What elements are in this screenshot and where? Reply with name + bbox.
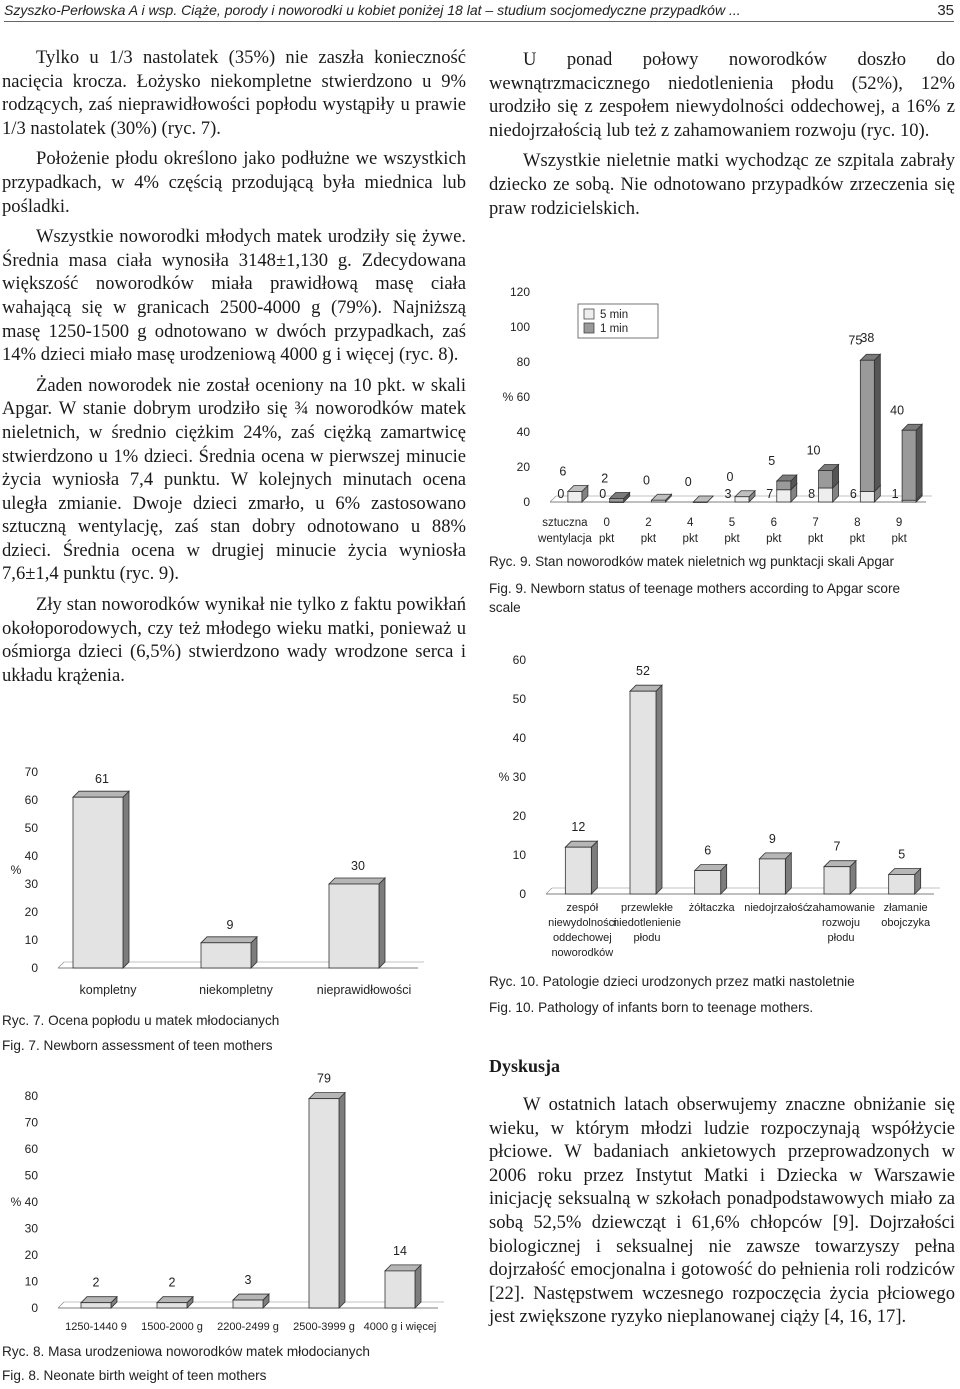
bar-face — [902, 430, 916, 500]
x-tick-label: sztuczna — [542, 517, 588, 529]
y-tick-label: 30 — [24, 1221, 38, 1236]
y-tick-label: 60 — [24, 793, 38, 807]
legend-label: 1 min — [600, 323, 629, 335]
y-axis-label: % — [498, 770, 510, 784]
caption-pl: Ryc. 8. Masa urodzeniowa noworodków matek młodocianych — [2, 1344, 370, 1359]
data-label: 5 — [898, 847, 906, 862]
y-tick-label: 30 — [24, 877, 38, 891]
bar-top — [309, 1093, 345, 1099]
x-tick-label: zespół — [566, 902, 599, 914]
left-text-column — [2, 46, 466, 694]
x-tick-label: 2200-2499 g — [217, 1321, 279, 1333]
bar-face — [233, 1300, 263, 1308]
bar-face — [889, 875, 915, 895]
bar-niekompletny — [201, 937, 257, 968]
discussion-text — [489, 1093, 955, 1336]
y-tick-label: 0 — [31, 1301, 38, 1315]
data-label-5min: 1 — [891, 487, 899, 501]
x-tick-label: pkt — [891, 533, 907, 545]
bar-side — [874, 354, 880, 491]
y-tick-label: 70 — [24, 1115, 38, 1130]
bar-face — [385, 1271, 415, 1308]
data-label-1min: 75 — [848, 333, 863, 348]
bar-face — [630, 691, 656, 894]
y-tick-label: 80 — [516, 355, 530, 369]
y-tick-label: 40 — [512, 731, 526, 745]
data-label-5min: 0 — [599, 487, 607, 501]
discussion-heading: Dyskusja — [489, 1056, 561, 1076]
annotation-label: 38 — [860, 331, 875, 345]
x-tick-label: niekompletny — [199, 983, 273, 997]
x-tick-label: wentylacja — [538, 533, 592, 545]
running-header — [0, 0, 960, 22]
y-tick-label: 60 — [512, 653, 526, 667]
caption-en: Fig. 10. Pathology of infants born to teenage mothers. — [489, 1000, 814, 1015]
figure-7-chart — [0, 750, 470, 1008]
bar-face — [777, 490, 791, 502]
paragraph: Zły stan noworodków wynikał nie tylko z faktu powikłań okołoporodowych, czy też młodego wieku matki, ponieważ u ośmiorga dzieci (6,5%) stwierdzono wady wrodzone serca i układu krążenia. — [2, 594, 466, 686]
bar-face — [824, 867, 850, 894]
data-label: 12 — [571, 820, 586, 835]
data-label-5min: 7 — [766, 487, 774, 501]
y-axis-label: % — [10, 1195, 22, 1209]
x-tick-label: 8 — [854, 517, 861, 529]
data-label-1min: 0 — [642, 473, 650, 488]
bar-4000 g i więcej — [385, 1265, 421, 1308]
data-label: 52 — [636, 664, 650, 679]
paragraph: Położenie płodu określono jako podłużne we wszystkich przypadkach, w 4% częścią przodującą była miednica lub pośladki. — [2, 148, 466, 217]
bar-2500-3999 g — [309, 1093, 345, 1308]
x-tick-label: 1500-2000 g — [141, 1321, 203, 1333]
caption-pl: Ryc. 9. Stan noworodków matek nieletnich wg punktacji skali Apgar — [489, 554, 894, 569]
bar-side — [785, 853, 791, 894]
bar-7 pkt-1min — [819, 465, 839, 489]
data-label: 61 — [95, 772, 109, 787]
bar-8 pkt-1min — [860, 354, 880, 491]
bar-2200-2499 g — [233, 1294, 269, 1308]
paragraph: Wszystkie noworodki młodych matek urodziły się żywe. Średnia masa ciała wynosiła 3148±1,130 g. Zdecydowana większość noworodków miała prawidłową masę ciała wahającą się w granicach 2500-4000 g (79%). Najniższą masę 1250-1500 g odnotowano w dwóch przypadkach, zaś 14% dzieci miało masę urodzeniową 4000 g i więcej (ryc. 8). — [2, 226, 466, 366]
y-tick-label: 50 — [24, 1168, 38, 1183]
y-tick-label: 20 — [516, 460, 530, 474]
page-number: 35 — [937, 2, 954, 19]
legend-label: 5 min — [600, 309, 629, 321]
figure-8-chart — [0, 1070, 470, 1340]
y-tick-label: 40 — [24, 1195, 38, 1209]
bar-face — [651, 500, 665, 502]
y-tick-label: 40 — [24, 849, 38, 863]
bar-face — [329, 884, 379, 968]
legend-swatch — [584, 309, 594, 319]
bar-face — [81, 1303, 111, 1308]
floor-side-edge — [58, 962, 64, 968]
y-tick-label: 80 — [24, 1089, 38, 1103]
bar-top — [565, 841, 597, 847]
x-tick-label: 2 — [645, 517, 652, 529]
bar-top — [889, 869, 921, 875]
bar-5 pkt-5min — [735, 491, 755, 502]
bar-top — [157, 1297, 193, 1303]
data-label: 14 — [393, 1243, 407, 1258]
caption-en: Fig. 9. Newborn status of teenage mothers according to Apgar score — [489, 581, 901, 596]
y-tick-label: 0 — [519, 887, 526, 901]
bar-top — [201, 937, 257, 943]
bar-side — [591, 841, 597, 894]
y-tick-label: 0 — [523, 495, 530, 509]
x-tick-label: 1250-1440 9 — [65, 1321, 127, 1333]
data-label: 79 — [317, 1071, 331, 1086]
data-label-1min: 5 — [768, 454, 776, 468]
bar-2 pkt-5min — [651, 494, 671, 502]
bar-zahamowanie — [824, 861, 856, 894]
y-tick-label: 0 — [31, 961, 38, 975]
y-tick-label: 20 — [512, 809, 526, 823]
x-tick-label: 7 — [812, 517, 819, 529]
data-label: 3 — [244, 1273, 252, 1288]
figure-8-caption — [2, 1342, 370, 1385]
y-tick-label: 10 — [24, 1274, 38, 1289]
caption-en-cont: scale — [489, 600, 521, 615]
x-tick-label: pkt — [640, 533, 657, 545]
x-tick-label: 9 — [895, 517, 903, 529]
y-tick-label: 70 — [24, 765, 38, 779]
x-tick-label: pkt — [724, 533, 740, 545]
bar-side — [916, 424, 922, 500]
data-label: 2 — [168, 1275, 176, 1290]
data-label-1min: 0 — [684, 475, 692, 489]
x-tick-label: żółtaczka — [688, 902, 735, 914]
bar-face — [610, 499, 624, 503]
bar-face — [777, 481, 791, 490]
data-label: 7 — [833, 839, 841, 854]
bar-kompletny — [73, 791, 129, 968]
bar-nieprawidłowości — [329, 878, 385, 968]
right-text-column — [489, 48, 955, 227]
x-tick-label: płodu — [633, 932, 661, 944]
x-tick-label: pkt — [682, 533, 698, 545]
paragraph: W ostatnich latach obserwujemy znaczne obniżanie się wieku, w którym młodzi ludzie rozpoczynają współżycie płciowe. W badaniach ankietowych przeprowadzonych w 2006 roku przez Instytut Matki i Dziecka w Warszawie inicjację seksualną w szkołach ponadpodstawowych miało za sobą 52,5% dziewcząt i 61,6% chłopców [9]. Dojrzałości biologicznej i seksualnej nie zawsze towarzyszy pełna dojrzałość emocjonalna i gotowość do pełnienia roli rodziców [22]. Następstwem wczesnego rozpoczęcia życia płciowego jest zwiększone ryzyko nieplanowanej ciąży [4, 16, 17]. — [489, 1094, 955, 1328]
x-tick-label: pkt — [849, 533, 866, 545]
bar-face — [860, 360, 874, 491]
bar-złamanie — [889, 869, 921, 895]
legend-swatch — [584, 323, 594, 333]
y-tick-label: 50 — [24, 821, 38, 835]
data-label-1min: 40 — [890, 403, 905, 418]
x-tick-label: pkt — [766, 533, 782, 545]
bar-side — [339, 1093, 345, 1308]
bar-face — [73, 797, 123, 968]
bar-face — [568, 492, 582, 503]
x-tick-label: pkt — [598, 533, 615, 545]
bar-top — [630, 685, 662, 691]
bar-zespół — [565, 841, 597, 894]
bar-face — [693, 502, 707, 503]
header-rule — [4, 21, 954, 22]
y-tick-label: 30 — [512, 770, 526, 784]
x-tick-label: złamanie — [883, 902, 928, 914]
paragraph: Żaden noworodek nie został oceniony na 10 pkt. w skali Apgar. W stanie dobrym urodziło się ¾ noworodków matek nieletnich, w średnio ciężkim 24%, zaś ciężką zamartwicę stwierdzono u 1% dzieci. Średnia ocena w pierwszej minucie życia wyniosła 7,4 punktu. W kolejnych minutach ocena uległa zmianie. Dwoje dzieci zmarło, u 6% zastosowano sztuczną wentylację, zaś stan dobry odnotowano u 88% dzieci. Średnia ocena w drugiej minucie życia wyniosła 7,6±1,4 punktu (ryc. 9). — [2, 374, 466, 585]
bar-face — [565, 847, 591, 894]
paragraph: U ponad połowy noworodków doszło do wewnątrzmacicznego niedotlenienia płodu (52%), 12% urodziło się z zespołem niewydolności oddechowej, a 16% z niedojrzałością lub też z zahamowaniem rozwoju (ryc. 10). — [489, 49, 955, 141]
bar-4 pkt-5min — [693, 496, 713, 503]
figure-7-caption — [2, 1011, 279, 1055]
y-tick-label: 60 — [24, 1142, 38, 1156]
data-label-5min: 3 — [724, 487, 732, 501]
data-label-1min: 6 — [559, 464, 567, 479]
paragraph: Tylko u 1/3 nastolatek (35%) nie zaszła konieczność nacięcia krocza. Łożysko niekompletne stwierdzono u 9% rodzących, zaś nieprawidłowości popłodu wystąpiły u prawie 1/3 nastolatek (30%) (ryc. 7). — [2, 47, 466, 139]
bar-top — [693, 496, 713, 502]
data-label: 9 — [768, 831, 776, 846]
y-tick-label: 10 — [24, 933, 38, 947]
x-tick-label: niewydolności — [548, 917, 617, 929]
data-label-1min: 0 — [726, 469, 734, 484]
floor-side-edge — [550, 496, 556, 502]
x-tick-label: noworodków — [551, 947, 614, 959]
y-tick-label: 50 — [512, 692, 526, 706]
data-label: 2 — [92, 1275, 100, 1290]
bar-1250-1440 9 — [81, 1297, 117, 1308]
x-tick-label: 4000 g i więcej — [363, 1321, 437, 1333]
bar-1500-2000 g — [157, 1297, 193, 1308]
x-tick-label: nieprawidłowości — [316, 983, 412, 997]
bar-sztuczna wentylacja-5min — [568, 486, 588, 503]
data-label-5min: 0 — [557, 487, 565, 501]
bar-niedojrzałość — [759, 853, 791, 894]
x-tick-label: niedotlenienie — [613, 917, 681, 929]
figure-10-chart — [488, 640, 958, 965]
data-label-1min: 2 — [601, 471, 609, 486]
x-tick-label: 0 — [603, 517, 610, 529]
bar-side — [415, 1265, 421, 1308]
x-tick-label: płodu — [827, 932, 855, 944]
figure-10-caption — [489, 972, 855, 1017]
data-label: 6 — [704, 843, 712, 858]
data-label: 9 — [226, 917, 234, 932]
x-tick-label: oddechowej — [552, 932, 612, 944]
bar-side — [123, 791, 129, 968]
bar-face — [157, 1303, 187, 1308]
bar-9 pkt-1min — [902, 424, 922, 500]
x-tick-label: 4 — [687, 517, 694, 529]
figure-9-caption — [489, 552, 900, 617]
y-tick-label: 20 — [24, 1248, 38, 1262]
x-tick-label: zahamowanie — [807, 902, 875, 914]
caption-pl: Ryc. 7. Ocena popłodu u matek młodocianych — [2, 1013, 280, 1028]
x-tick-label: obojczyka — [881, 917, 931, 929]
floor-side-edge — [546, 888, 552, 894]
bar-żółtaczka — [695, 865, 727, 894]
bar-top — [385, 1265, 421, 1271]
figure-9-chart — [488, 280, 958, 550]
bar-face — [819, 471, 833, 489]
y-tick-label: 20 — [24, 905, 38, 919]
floor-side-edge — [58, 1302, 64, 1308]
bar-face — [860, 492, 874, 503]
y-axis-label: % — [502, 390, 514, 404]
data-label-5min: 8 — [808, 487, 816, 501]
bar-top — [695, 865, 727, 871]
data-label-5min: 6 — [849, 487, 857, 501]
bar-top — [824, 861, 856, 867]
caption-en: Fig. 7. Newborn assessment of teen mothers — [2, 1038, 273, 1053]
bar-face — [309, 1099, 339, 1308]
x-tick-label: kompletny — [79, 983, 137, 997]
bar-face — [759, 859, 785, 894]
x-tick-label: niedojrzałość — [744, 902, 809, 914]
y-tick-label: 60 — [516, 390, 530, 404]
bar-face — [819, 488, 833, 502]
bar-top — [81, 1297, 117, 1303]
bar-top — [233, 1294, 269, 1300]
paragraph: Wszystkie nieletnie matki wychodząc ze szpitala zabrały dziecko ze sobą. Nie odnotowano przypadków zrzeczenia się praw rodzicielskich. — [489, 150, 955, 219]
x-tick-label: przewlekłe — [621, 902, 673, 914]
bar-przewlekłe — [630, 685, 662, 894]
running-title: Szyszko-Perłowska A i wsp. Ciąże, porody i noworodki u kobiet poniżej 18 lat – studium socjomedyczne przypadków ... — [4, 2, 741, 18]
data-label: 30 — [351, 859, 365, 873]
x-tick-label: 5 — [728, 517, 736, 529]
bar-0 pkt-1min — [610, 493, 630, 503]
x-tick-label: rozwoju — [822, 917, 860, 929]
x-tick-label: 6 — [770, 517, 777, 529]
y-tick-label: 120 — [509, 285, 530, 299]
bar-side — [379, 878, 385, 968]
x-tick-label: pkt — [807, 533, 824, 545]
bar-face — [201, 943, 251, 968]
caption-pl: Ryc. 10. Patologie dzieci urodzonych przez matki nastoletnie — [489, 974, 855, 989]
x-tick-label: 2500-3999 g — [293, 1321, 355, 1333]
y-axis-label: % — [10, 863, 22, 877]
data-label-1min: 10 — [806, 443, 821, 458]
bar-side — [656, 685, 662, 894]
bar-top — [73, 791, 129, 797]
bar-top — [759, 853, 791, 859]
bar-face — [735, 497, 749, 502]
bar-face — [695, 871, 721, 894]
bar-top — [329, 878, 385, 884]
y-tick-label: 100 — [509, 320, 530, 334]
y-tick-label: 40 — [516, 425, 530, 439]
y-tick-label: 10 — [512, 848, 526, 862]
caption-en: Fig. 8. Neonate birth weight of teen mothers — [2, 1368, 267, 1383]
